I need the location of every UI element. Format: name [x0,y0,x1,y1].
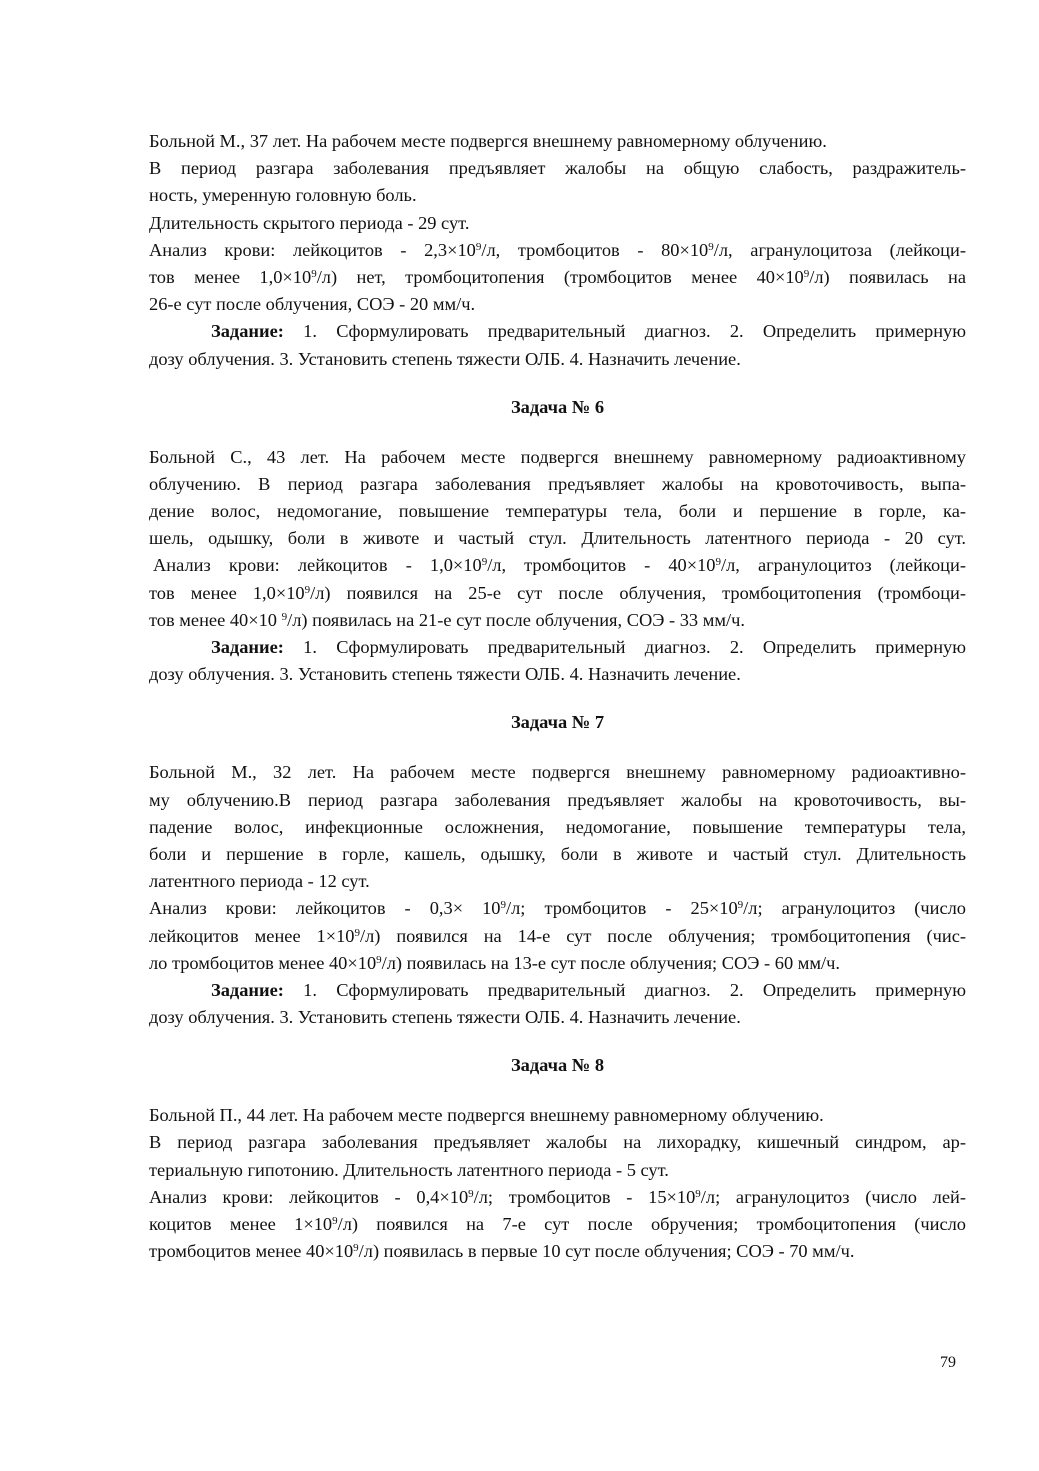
task6-title: Задача № 6 [510,396,605,417]
task7-line-1: Больной М., 32 лет. На рабочем месте подвергся внешнему равномерному радиоактивно- [149,762,966,783]
intro-line-3: ность, умеренную головную боль. [149,185,417,206]
exponent: 9 [475,240,482,253]
exponent: 9 [353,1242,359,1255]
task7-line-5: латентного периода - 12 сут. [149,871,370,892]
exponent: 9 [354,926,360,939]
exponent: 9 [803,267,810,280]
task7-task-line-1: Задание: 1. Сформулировать предварительный диагноз. 2. Определить примерную [211,979,966,1000]
task7-task-line-2: дозу облучения. 3. Установить степень тяжести ОЛБ. 4. Назначить лечение. [149,1007,741,1028]
exponent: 9 [332,1215,338,1227]
task6-task-line-2: дозу облучения. 3. Установить степень тяжести ОЛБ. 4. Назначить лечение. [149,664,741,685]
task8-line-3: териальную гипотонию. Длительность латентного периода - 5 сут. [149,1159,669,1180]
task6-line-7: тов менее 40×10 $^9$/л) появилась на 21-е сут после облучения, СОЭ - 33 мм/ч. [149,609,745,630]
task6-line-1: Больной С., 43 лет. На рабочем месте подвергся внешнему равномерному радиоактивному [149,446,966,467]
task6-line-5: Анализ крови: лейкоцитов - $1,0\times 10^9/л$, тромбоцитов - $40\times 10^9/л$, агранулоцитоз (лейкоци- [153,555,966,576]
task7-line-3: падение волос, инфекционные осложнения, недомогание, повышение температуры тела, [149,816,966,837]
exponent: 9 [695,1187,701,1200]
intro-line-4: Длительность скрытого периода - 29 сут. [149,212,470,233]
task7-line-7: лейкоцитов менее $1\times 10^9/л$) появился на 14-е сут после облучения; тромбоцитопения (чис- [149,925,966,946]
exponent: 9 [715,556,721,569]
intro-line-6: тов менее $1,0\times 10^9/л$) нет, тромбоцитопения (тромбоцитов менее $40\times 10^9/л$) появилась на [149,266,966,287]
task8-line-1: Больной П., 44 лет. На рабочем месте подвергся внешнему равномерному облучению. [149,1105,824,1126]
task8-body [149,1102,966,1265]
document-page [149,128,966,1265]
task6-line-3: дение волос, недомогание, повышение температуры тела, боли и першение в горле, ка- [149,501,966,522]
task-label: Задание: [211,637,284,657]
page-number: 79 [940,1354,956,1371]
exponent: 9 [468,1187,474,1200]
task8-line-4: Анализ крови: лейкоцитов - $0,4\times 10^9/л$; тромбоцитов - $15\times 10^9/л$; агранулоцитоз (число лей- [149,1186,966,1207]
intro-line-5: Анализ крови: лейкоцитов - $2,3\times 10^9/л$, тромбоцитов - $80\times 10^9/л$, агранулоцитоза (лейкоци- [149,239,966,260]
task7-title: Задача № 7 [510,712,605,733]
intro-line-2: В период разгара заболевания предъявляет жалобы на общую слабость, раздражитель- [149,158,966,179]
task-label: Задание: [211,979,284,1000]
intro-case [149,128,966,373]
task7-line-8: ло тромбоцитов менее $40\times 10^9/л$) появилась на 13-е сут после облучения; СОЭ - 60 мм/ч. [149,952,840,973]
task8-line-5: коцитов менее $1\times 10^9/л$) появился на 7-е сут после обручения; тромбоцитопения (число [149,1214,966,1234]
task6-task-line-1: Задание: 1. Сформулировать предварительный диагноз. 2. Определить примерную [211,637,966,657]
task6-line-6: тов менее $1,0\times 10^9/л$) появился на 25-е сут после облучения, тромбоцитопения (тромбоци- [149,582,966,603]
exponent: 9 [281,610,288,623]
exponent: 9 [500,899,507,912]
exponent: 9 [708,240,714,253]
task7-line-6: Анализ крови: лейкоцитов - $0,3\times 10^9/л$; тромбоцитов - $25\times 10^9/л$; агранулоцитоз (число [149,898,967,919]
task6-body [149,444,966,689]
exponent: 9 [737,899,744,912]
exponent: 9 [311,267,317,280]
task7-line-4: боли и першение в горле, кашель, одышку, боли в животе и частый стул. Длительность [149,843,966,864]
task7-line-2: му облучению.В период разгара заболевания предъявляет жалобы на кровоточивость, вы- [149,789,966,810]
intro-task-line-2: дозу облучения. 3. Установить степень тяжести ОЛБ. 4. Назначить лечение. [149,348,741,369]
intro-task-line-1: Задание: 1. Сформулировать предварительный диагноз. 2. Определить примерную [211,321,966,342]
intro-line-1: Больной М., 37 лет. На рабочем месте подвергся внешнему равномерному облучению. [149,131,827,151]
task8-line-2: В период разгара заболевания предъявляет жалобы на лихорадку, кишечный синдром, ар- [149,1132,966,1153]
task8-line-6: тромбоцитов менее $40\times 10^9/л$) появилась в первые 10 сут после облучения; СОЭ - 70 мм/ч. [149,1241,855,1262]
exponent: 9 [376,953,382,966]
task8-title: Задача № 8 [510,1055,605,1076]
task7-body [149,759,966,1031]
task6-line-2: облучению. В период разгара заболевания предъявляет жалобы на кровоточивость, выпа- [149,473,966,494]
task6-line-4: шель, одышку, боли в животе и частый стул. Длительность латентного периода - 20 сут. [149,528,966,549]
task-label: Задание: [211,321,284,342]
exponent: 9 [481,556,488,569]
exponent: 9 [304,583,311,596]
intro-line-7: 26-е сут после облучения, СОЭ - 20 мм/ч. [149,294,476,315]
